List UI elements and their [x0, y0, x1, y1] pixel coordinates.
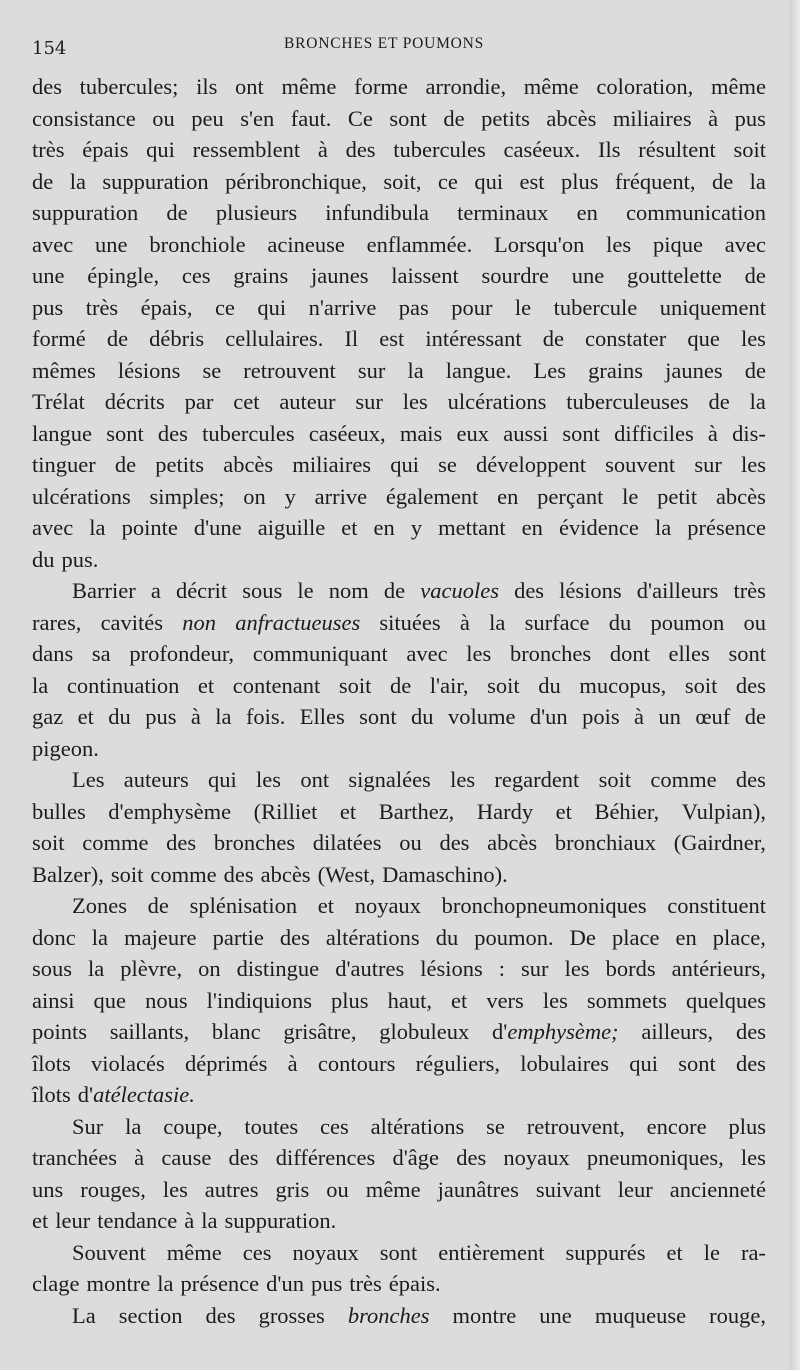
text-line: ainsi que nous l'indiquions plus haut, et vers les sommets quelques	[32, 987, 766, 1013]
text-line: Balzer), soit comme des abcès (West, Damaschino).	[32, 861, 508, 887]
text-line: pigeon.	[32, 735, 99, 761]
text-line: donc la majeure partie des altérations du poumon. De place en place,	[32, 924, 766, 950]
text-line: une épingle, ces grains jaunes laissent sourdre une gouttelette de	[32, 263, 766, 288]
text-line: langue sont des tubercules caséeux, mais eux aussi sont difficiles à dis-	[32, 420, 766, 446]
text-line: uns rouges, les autres gris ou même jaunâtres suivant leur ancienneté	[32, 1176, 766, 1202]
text-line: très épais qui ressemblent à des tubercules caséeux. Ils résultent soit	[32, 137, 766, 162]
text-line: mêmes lésions se retrouvent sur la langue. Les grains jaunes de	[32, 357, 766, 383]
running-title: BRONCHES ET POUMONS	[284, 35, 485, 52]
text-line: tranchées à cause des différences d'âge des noyaux pneumoniques, les	[32, 1145, 766, 1170]
text-line: Zones de splénisation et noyaux bronchopneumoniques constituent	[72, 893, 766, 918]
body-text	[32, 71, 766, 1331]
text-line: bulles d'emphysème (Rilliet et Barthez, Hardy et Béhier, Vulpian),	[32, 798, 766, 824]
text-line: Sur la coupe, toutes ces altérations se retrouvent, encore plus	[72, 1113, 766, 1139]
text-line: îlots violacés déprimés à contours réguliers, lobulaires qui sont des	[32, 1050, 766, 1076]
text-line: formé de débris cellulaires. Il est intéressant de constater que les	[32, 326, 766, 351]
text-line: du pus.	[32, 546, 99, 572]
text-line: soit comme des bronches dilatées ou des abcès bronchiaux (Gairdner,	[32, 830, 766, 855]
text-line: clage montre la présence d'un pus très épais.	[32, 1271, 441, 1296]
text-line: îlots d'atélectasie.	[32, 1082, 195, 1107]
text-line: des tubercules; ils ont même forme arrondie, même coloration, même	[32, 74, 766, 99]
text-line: rares, cavités non anfractueuses situées à la surface du poumon ou	[32, 609, 766, 635]
text-line: gaz et du pus à la fois. Elles sont du volume d'un pois à un œuf de	[32, 704, 766, 729]
text-line: de la suppuration péribronchique, soit, ce qui est plus fréquent, de la	[32, 168, 766, 194]
text-line: pus très épais, ce qui n'arrive pas pour le tubercule uniquement	[32, 294, 766, 320]
text-line: avec une bronchiole acineuse enflammée. Lorsqu'on les pique avec	[32, 231, 766, 257]
text-line: Souvent même ces noyaux sont entièrement suppurés et le ra-	[72, 1239, 766, 1265]
text-line: avec la pointe d'une aiguille et en y mettant en évidence la présence	[32, 515, 766, 540]
text-line: suppuration de plusieurs infundibula terminaux en communication	[32, 200, 766, 225]
text-line: Les auteurs qui les ont signalées les regardent soit comme des	[72, 767, 766, 792]
text-line: points saillants, blanc grisâtre, globuleux d'emphysème; ailleurs, des	[32, 1019, 766, 1044]
text-line: et leur tendance à la suppuration.	[32, 1208, 337, 1233]
text-line: Trélat décrits par cet auteur sur les ulcérations tuberculeuses de la	[32, 389, 766, 414]
text-line: la continuation et contenant soit de l'air, soit du mucopus, soit des	[32, 672, 766, 698]
text-line: La section des grosses bronches montre une muqueuse rouge,	[72, 1302, 766, 1328]
text-line: sous la plèvre, on distingue d'autres lésions : sur les bords antérieurs,	[32, 956, 766, 981]
text-line: ulcérations simples; on y arrive également en perçant le petit abcès	[32, 483, 766, 509]
text-line: tinguer de petits abcès miliaires qui se développent souvent sur les	[32, 452, 766, 477]
text-line: consistance ou peu s'en faut. Ce sont de petits abcès miliaires à pus	[32, 105, 766, 131]
page-header	[32, 30, 760, 60]
page-number: 154	[32, 38, 67, 59]
text-line: dans sa profondeur, communiquant avec les bronches dont elles sont	[32, 641, 766, 666]
text-line: Barrier a décrit sous le nom de vacuoles des lésions d'ailleurs très	[72, 578, 766, 603]
